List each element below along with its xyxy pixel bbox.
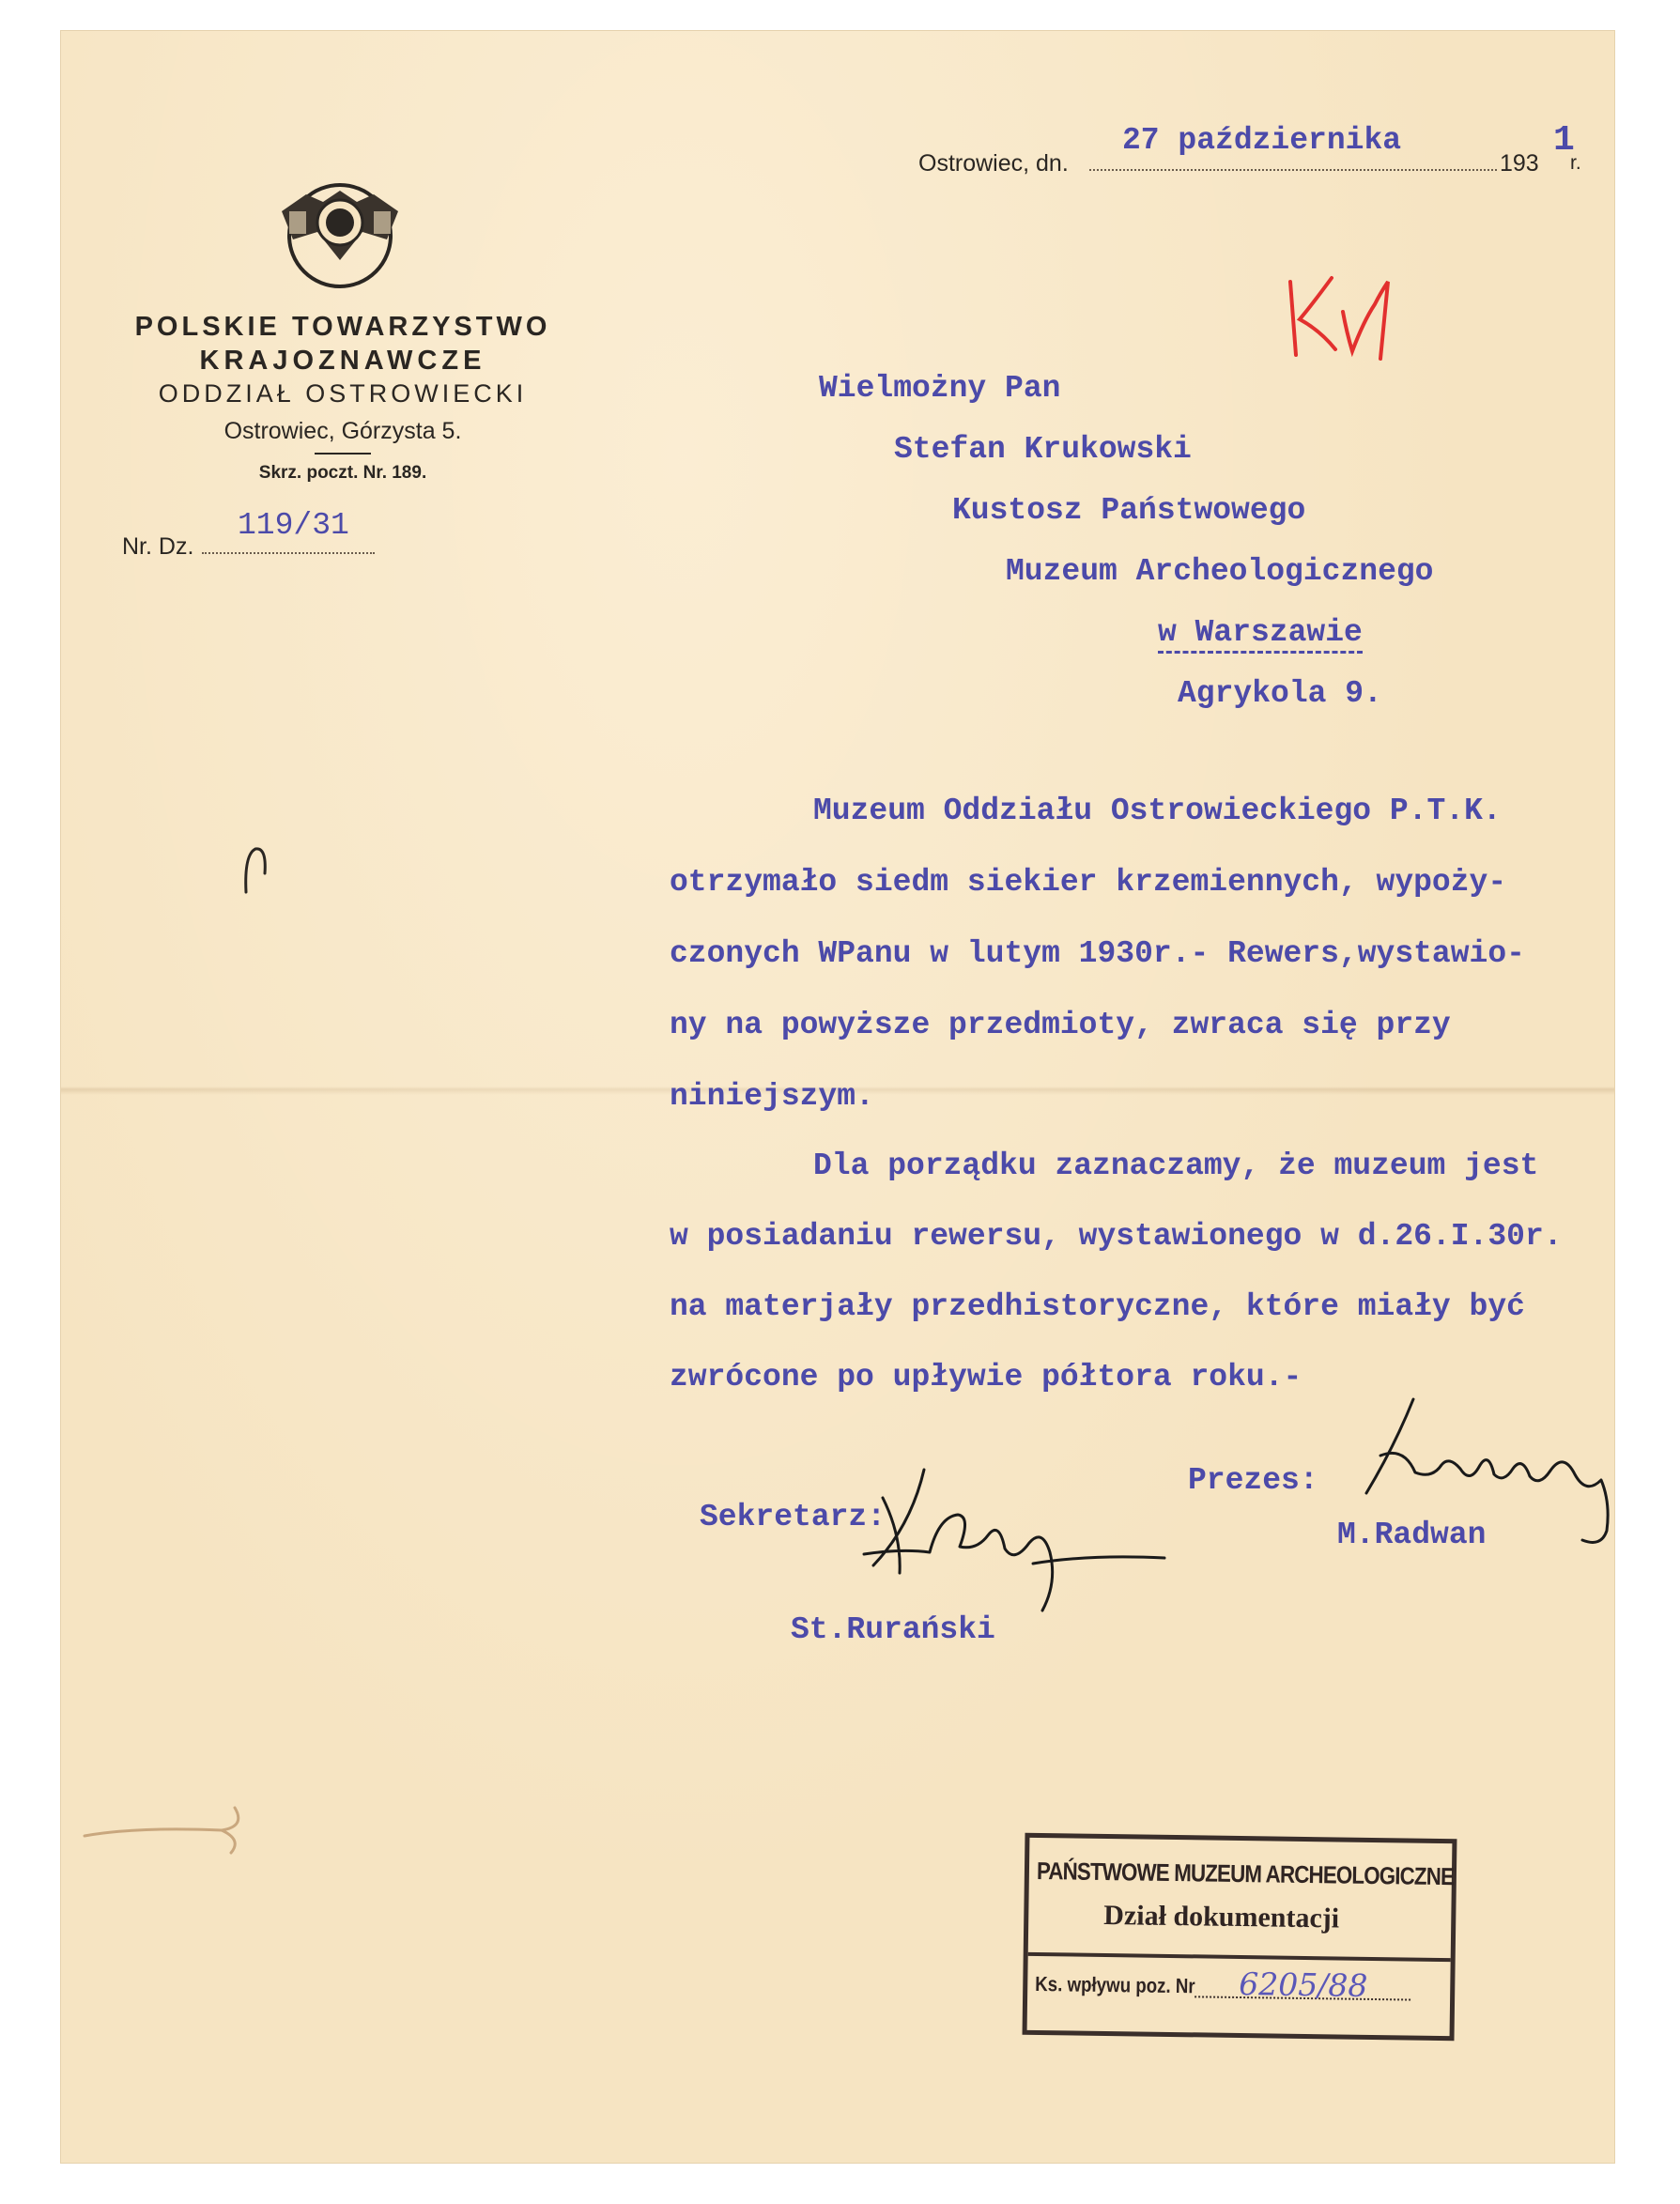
date-place-label: Ostrowiec, dn. — [918, 150, 1069, 177]
date-year-suffix: r. — [1570, 152, 1581, 174]
date-day-month: 27 października — [1122, 123, 1402, 158]
society-name-line2: KRAJOZNAWCZE — [199, 346, 486, 376]
reference-number: 119/31 — [238, 508, 349, 543]
president-label: Prezes: — [1188, 1463, 1318, 1498]
addressee-salutation: Wielmożny Pan — [819, 371, 1061, 406]
letterhead-rule — [315, 453, 371, 455]
pencil-scribble — [237, 836, 274, 902]
branch-name: ODDZIAŁ OSTROWIECKI — [158, 379, 528, 408]
body-line: Muzeum Oddziału Ostrowieckiego P.T.K. — [813, 794, 1502, 828]
stamp-entry-label: Ks. wpływu poz. Nr — [1035, 1971, 1195, 1998]
reference-label: Nr. Dz. — [122, 533, 194, 560]
addressee-name: Stefan Krukowski — [894, 432, 1192, 467]
addressee-city: w Warszawie — [1158, 615, 1363, 650]
city-underline — [1158, 651, 1363, 654]
date-year-prefix: 193 — [1500, 150, 1539, 177]
body-line: czonych WPanu w lutym 1930r.- Rewers,wystawio- — [670, 936, 1525, 971]
body-line: niniejszym. — [670, 1079, 874, 1114]
secretary-label: Sekretarz: — [700, 1500, 886, 1534]
president-signature — [1329, 1390, 1639, 1559]
body-line: Dla porządku zaznaczamy, że muzeum jest — [813, 1148, 1539, 1183]
red-pencil-mark — [1277, 265, 1399, 368]
secretary-name: St.Rurański — [791, 1612, 995, 1647]
date-dotted-line — [1089, 169, 1497, 171]
date-year-digit: 1 — [1553, 120, 1575, 161]
president-name: M.Radwan — [1337, 1518, 1487, 1552]
archive-stamp — [1023, 1833, 1457, 2041]
secretary-signature — [845, 1460, 1174, 1620]
body-line: zwrócone po upływie półtora roku.- — [670, 1360, 1302, 1395]
stamp-entry-number: 6205/88 — [1239, 1965, 1368, 2004]
addressee-street: Agrykola 9. — [1178, 676, 1382, 711]
stamp-separator — [1028, 1952, 1451, 1962]
addressee-title-line2: Muzeum Archeologicznego — [1006, 554, 1434, 589]
society-emblem-icon — [269, 174, 411, 290]
body-line: w posiadaniu rewersu, wystawionego w d.26.I.30r. — [670, 1219, 1563, 1254]
reference-dotted-line — [202, 552, 375, 554]
society-name-line1: POLSKIE TOWARZYSTWO — [134, 312, 551, 342]
stamp-institution: PAŃSTWOWE MUZEUM ARCHEOLOGICZNE — [1036, 1856, 1455, 1891]
stamp-department: Dział dokumentacji — [1103, 1899, 1340, 1934]
postbox-number: Skrz. poczt. Nr. 189. — [258, 463, 427, 483]
addressee-title-line1: Kustosz Państwowego — [952, 493, 1306, 528]
body-line: ny na powyższe przedmioty, zwraca się przy — [670, 1008, 1451, 1042]
body-line: na materjały przedhistoryczne, które miały być — [670, 1289, 1525, 1324]
society-address: Ostrowiec, Górzysta 5. — [223, 418, 462, 444]
body-line: otrzymało siedm siekier krzemiennych, wypoży- — [670, 865, 1507, 900]
faded-scribble — [81, 1798, 250, 1855]
